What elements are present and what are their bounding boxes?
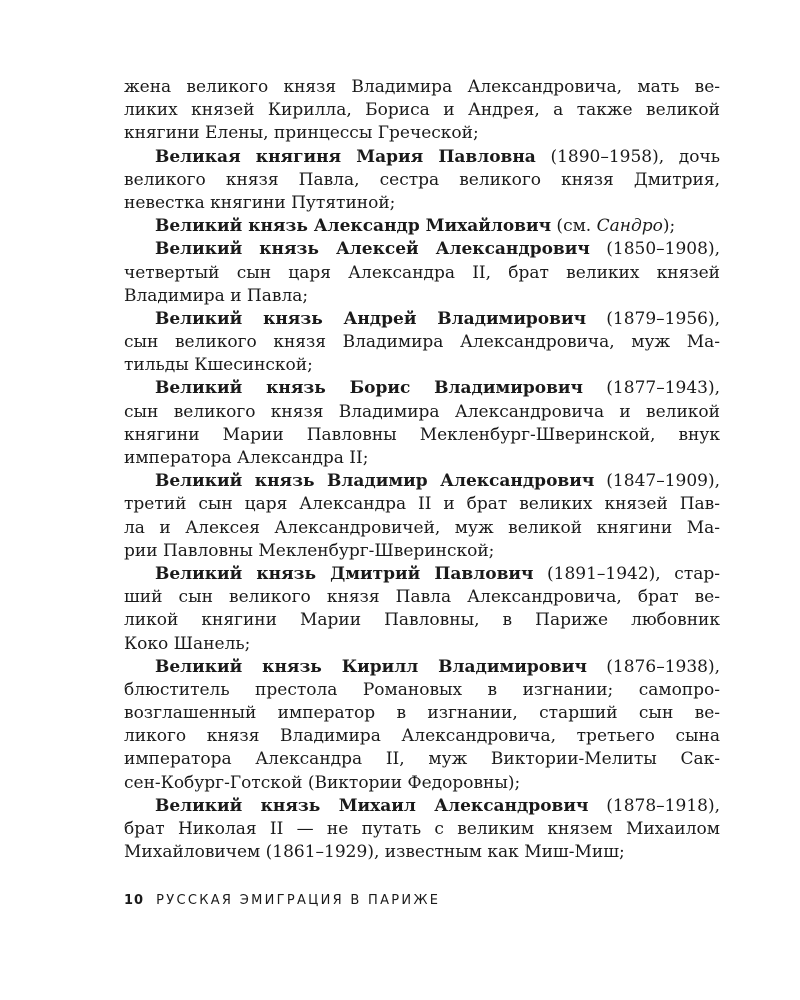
entry-name: Великий князь Борис Владимирович: [155, 378, 583, 399]
text-line: невестка княгини Путятиной;: [124, 192, 396, 213]
entry-text: (1876–1938),: [586, 656, 720, 677]
text-line: ликой княгини Марии Павловны, в Париже любовник: [124, 610, 720, 631]
text-line: тильды Кшесинской;: [124, 355, 313, 376]
entry-text: );: [662, 216, 676, 237]
entry-heading-line: [124, 563, 720, 586]
text-line: княгини Марии Павловны Мекленбург-Шверинской, внук: [124, 424, 720, 445]
entry-text: (1878–1918),: [588, 795, 720, 816]
text-line: императора Александра II, муж Виктории-Мелиты Сак-: [124, 749, 720, 770]
entry-name: Великий князь Андрей Владимирович: [155, 308, 587, 329]
entry-text: (1891–1942), стар-: [533, 563, 720, 584]
entry-name: Великий князь Алексей Александрович: [155, 239, 590, 260]
text-line: императора Александра II;: [124, 448, 369, 468]
text-line: возглашенный император в изгнании, старший сын ве-: [124, 703, 720, 724]
entry-name: Великая княгиня Мария Павловна: [155, 146, 536, 167]
text-line: сен-Кобург-Готской (Виктории Федоровны);: [124, 772, 521, 793]
text-line: брат Николая II — не путать с великим князем Михаилом: [124, 819, 720, 839]
entry-name: Великий князь Дмитрий Павлович: [155, 563, 534, 584]
body-text: [124, 76, 720, 864]
text-line: ликих князей Кирилла, Бориса и Андрея, а также великой: [124, 100, 720, 121]
text-line: Михайловичем (1861–1929), известным как Миш-Миш;: [124, 842, 625, 863]
text-line: сын великого князя Владимира Александровича, муж Ма-: [124, 332, 720, 353]
entry-heading-line: [124, 308, 720, 331]
text-line: ла и Алексея Александровичей, муж великой княгини Ма-: [124, 517, 720, 538]
text-line: Владимира и Павла;: [124, 285, 309, 306]
text-line: сын великого князя Владимира Александровича и великой: [124, 401, 720, 422]
entry-text: (1847–1909),: [594, 471, 720, 492]
entry-heading-line: [124, 795, 720, 818]
entry-text: (1877–1943),: [582, 378, 720, 399]
text-line: четвертый сын царя Александра II, брат великих князей: [124, 262, 720, 283]
page-footer: [124, 893, 440, 908]
text-line: третий сын царя Александра II и брат великих князей Пав-: [124, 494, 720, 515]
text-line: Коко Шанель;: [124, 633, 251, 654]
text-line: княгини Елены, принцессы Греческой;: [124, 123, 479, 144]
entry-heading-line: [124, 215, 720, 238]
text-line: ший сын великого князя Павла Александровича, брат ве-: [124, 587, 720, 608]
entry-name: Великий князь Владимир Александрович: [155, 471, 595, 492]
page-number: 10: [124, 893, 145, 908]
text-line: великого князя Павла, сестра великого князя Дмитрия,: [124, 169, 720, 190]
entry-text: (1850–1908),: [589, 239, 720, 260]
text-line: блюститель престола Романовых в изгнании; самопро-: [124, 679, 720, 700]
text-line: ликого князя Владимира Александровича, третьего сына: [124, 726, 720, 747]
entry-text: (1890–1958), дочь: [535, 146, 721, 167]
entry-heading-line: [124, 146, 720, 169]
cross-reference: Сандро: [596, 216, 663, 237]
entry-name: Великий князь Александр Михайлович: [155, 216, 552, 237]
entry-name: Великий князь Михаил Александрович: [155, 795, 589, 816]
entry-heading-line: [124, 238, 720, 261]
entry-heading-line: [124, 656, 720, 679]
entry-heading-line: [124, 377, 720, 400]
entry-heading-line: [124, 470, 720, 493]
text-line: жена великого князя Владимира Александровича, мать ве-: [124, 77, 720, 97]
entry-name: Великий князь Кирилл Владимирович: [155, 656, 587, 677]
entry-text: (см.: [551, 216, 597, 237]
entry-text: (1879–1956),: [586, 308, 720, 329]
running-title: РУССКАЯ ЭМИГРАЦИЯ В ПАРИЖЕ: [156, 893, 441, 908]
text-line: рии Павловны Мекленбург-Шверинской;: [124, 540, 495, 561]
